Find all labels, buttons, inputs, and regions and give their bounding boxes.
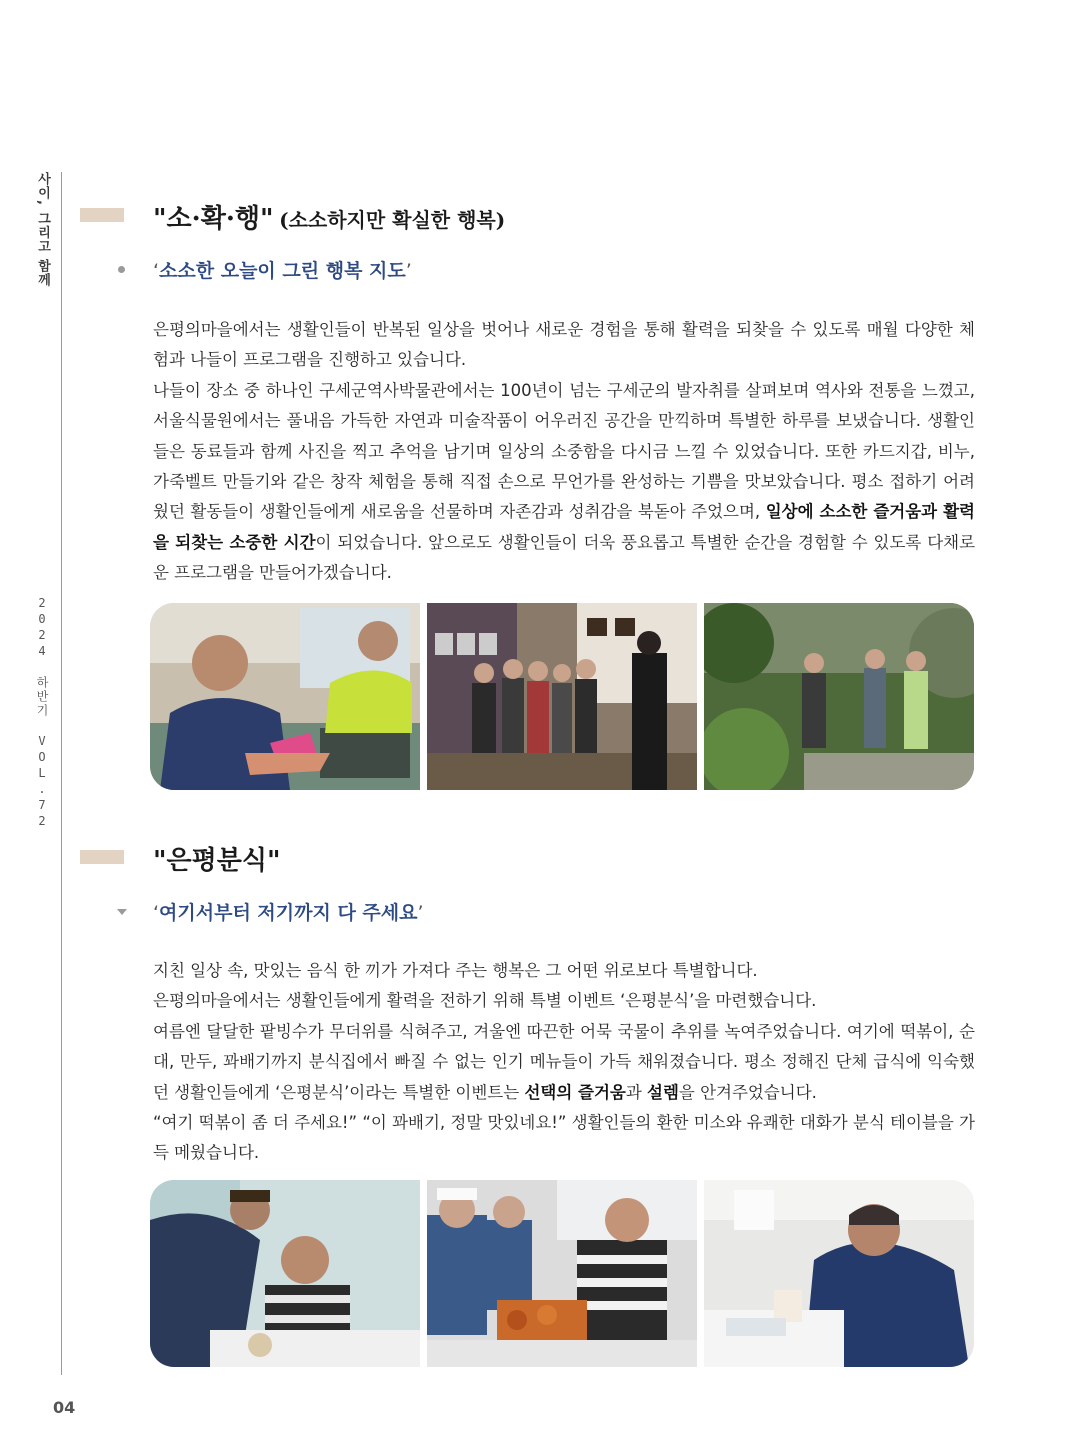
- section-title-main: "은평분식": [153, 846, 281, 876]
- section-title-sub: (소소하지만 확실한 행복): [279, 208, 506, 232]
- shaved-ice-serving-photo: [150, 1180, 420, 1367]
- body-paragraph: 나들이 장소 중 하나인 구세군역사박물관에서는 100년이 넘는 구세군의 발자취를 살펴보며 역사와 전통을 느꼈고, 서울식물원에서는 풀내음 가득한 자연과 미술작품이 어우러진 공간을 만끽하며 특별한 하루를 보냈습니다. 생활인들은 동료들과 함께 사진을 찍고 추억을 남기며 일상의 소중함을 다시금 느낄 수 있었습니다. 또한 카드지갑, 비누, 가죽벨트 만들기와 같은 창작 체험을 통해 직접 손으로 무언가를 완성하는 기쁨을 맛보았습니다. 평소 접하기 어려웠던 활동들이 생활인들에게 새로움을 선물하며 자존감과 성취감을 북돋아 주었으며, 일상에 소소한 즐거움과 활력을 되찾는 소중한 시간이 되었습니다. 앞으로도 생활인들이 더욱 풍요롭고 특별한 순간을 경험할 수 있도록 다채로운 프로그램을 만들어가겠습니다.: [153, 380, 976, 583]
- section-title: [153, 840, 281, 877]
- section-title-main: "소·확·행": [153, 204, 274, 234]
- section-body: [153, 315, 975, 589]
- photo-strip: [150, 603, 974, 790]
- eating-snack-photo: [704, 1180, 974, 1367]
- page-number: 04: [53, 1398, 76, 1417]
- bullet-icon: [117, 909, 127, 915]
- botanical-garden-photo: [704, 603, 974, 790]
- body-paragraph: 여름엔 달달한 팥빙수가 무더위를 식혀주고, 겨울엔 따끈한 어묵 국물이 추위를 녹여주었습니다. 여기에 떡볶이, 순대, 만두, 꽈배기까지 분식집에서 빠질 수 없는 인기 메뉴들이 가득 채워졌습니다. 평소 정해진 단체 급식에 익숙했던 생활인들에게 ‘은평분식’이라는 특별한 이벤트는 선택의 즐거움과 설렘을 안겨주었습니다.: [153, 1021, 975, 1102]
- section-subtitle: ‘여기서부터 저기까지 다 주세요’: [153, 902, 424, 924]
- magazine-title: 사이, 그리고 함께: [35, 172, 50, 287]
- sidebar-divider: [61, 172, 62, 1375]
- body-paragraph: 지친 일상 속, 맛있는 음식 한 끼가 가져다 주는 행복은 그 어떤 위로보다 특별합니다.: [153, 961, 758, 980]
- section-marker: [80, 208, 124, 222]
- section-body: [153, 956, 975, 1169]
- issue-label: 2024 하반기 VOL.72: [35, 596, 49, 830]
- history-museum-photo: [427, 603, 697, 790]
- body-paragraph: 은평의마을에서는 생활인들이 반복된 일상을 벗어나 새로운 경험을 통해 활력을 되찾을 수 있도록 매월 다양한 체험과 나들이 프로그램을 진행하고 있습니다.: [153, 320, 975, 370]
- photo-strip: [150, 1180, 974, 1367]
- bullet-icon: [118, 266, 125, 273]
- section-marker: [80, 850, 124, 864]
- snack-buffet-photo: [427, 1180, 697, 1367]
- craft-workshop-photo: [150, 603, 420, 790]
- body-paragraph: “여기 떡볶이 좀 더 주세요!” “이 꽈배기, 정말 맛있네요!” 생활인들의 환한 미소와 유쾌한 대화가 분식 테이블을 가득 메웠습니다.: [153, 1113, 975, 1163]
- highlight-text: 선택의 즐거움: [524, 1082, 626, 1102]
- body-paragraph: 은평의마을에서는 생활인들에게 활력을 전하기 위해 특별 이벤트 ‘은평분식’을 마련했습니다.: [153, 991, 817, 1011]
- section-subtitle: ‘소소한 오늘이 그린 행복 지도’: [153, 260, 412, 282]
- section-title: [153, 198, 505, 235]
- highlight-text: 설렘: [647, 1082, 679, 1102]
- highlight-text: 일상에 소소한 즐거움과 활력을 되찾는 소중한 시간: [153, 502, 975, 552]
